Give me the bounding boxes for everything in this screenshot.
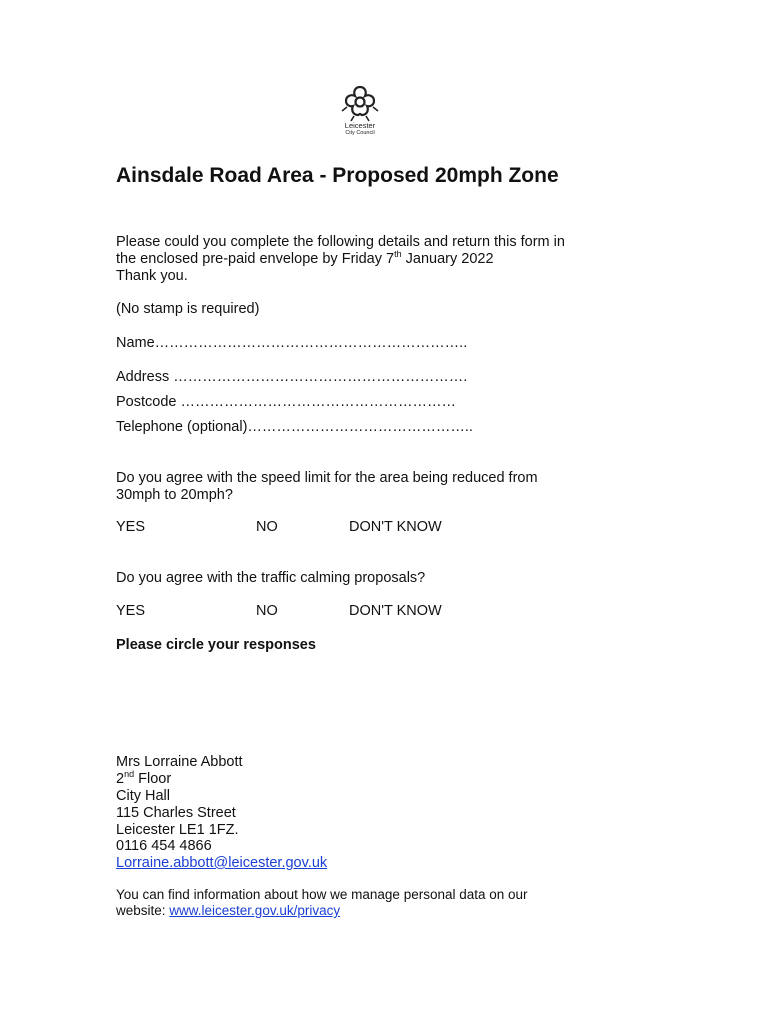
contact-email-link[interactable]: Lorraine.abbott@leicester.gov.uk <box>116 855 328 871</box>
q2-option-yes[interactable]: YES <box>116 603 146 619</box>
privacy-link[interactable]: www.leicester.gov.uk/privacy <box>169 903 341 918</box>
question2-line1: Do you agree with the traffic calming proposals? <box>116 570 426 586</box>
q1-option-yes[interactable]: YES <box>116 519 146 535</box>
intro-line1: Please could you complete the following details and return this form in <box>116 234 565 250</box>
q2-option-no[interactable]: NO <box>256 603 278 619</box>
contact-building: City Hall <box>116 788 170 804</box>
address-field[interactable]: Address ……………………………………………………. <box>116 369 468 385</box>
privacy-line1: You can find information about how we manage personal data on our <box>116 887 528 902</box>
contact-phone: 0116 454 4866 <box>116 838 212 854</box>
q1-option-no[interactable]: NO <box>256 519 278 535</box>
instruction-text: Please circle your responses <box>116 637 316 653</box>
contact-name: Mrs Lorraine Abbott <box>116 754 243 770</box>
q2-option-dont-know[interactable]: DON'T KNOW <box>349 603 442 619</box>
contact-street: 115 Charles Street <box>116 805 236 821</box>
name-field[interactable]: Name……………………………………………………….. <box>116 335 468 351</box>
telephone-field[interactable]: Telephone (optional)……………………………………….. <box>116 419 473 435</box>
contact-floor: 2nd Floor <box>116 769 172 787</box>
intro-line3: Thank you. <box>116 268 188 284</box>
council-logo <box>333 84 387 142</box>
logo-line2: City Council <box>345 130 375 136</box>
question1-line2: 30mph to 20mph? <box>116 487 233 503</box>
page-title: Ainsdale Road Area - Proposed 20mph Zone <box>116 164 559 187</box>
intro-line2: the enclosed pre-paid envelope by Friday 7th January 2022 <box>116 249 494 267</box>
postcode-field[interactable]: Postcode ………………………………………………… <box>116 394 456 410</box>
leicester-rose-icon <box>337 84 383 122</box>
no-stamp-note: (No stamp is required) <box>116 301 260 317</box>
logo-line1: Leicester <box>344 121 376 130</box>
contact-city: Leicester LE1 1FZ. <box>116 822 239 838</box>
question1-line1: Do you agree with the speed limit for the area being reduced from <box>116 470 538 486</box>
q1-option-dont-know[interactable]: DON'T KNOW <box>349 519 442 535</box>
privacy-line2: website: www.leicester.gov.uk/privacy <box>116 903 341 918</box>
